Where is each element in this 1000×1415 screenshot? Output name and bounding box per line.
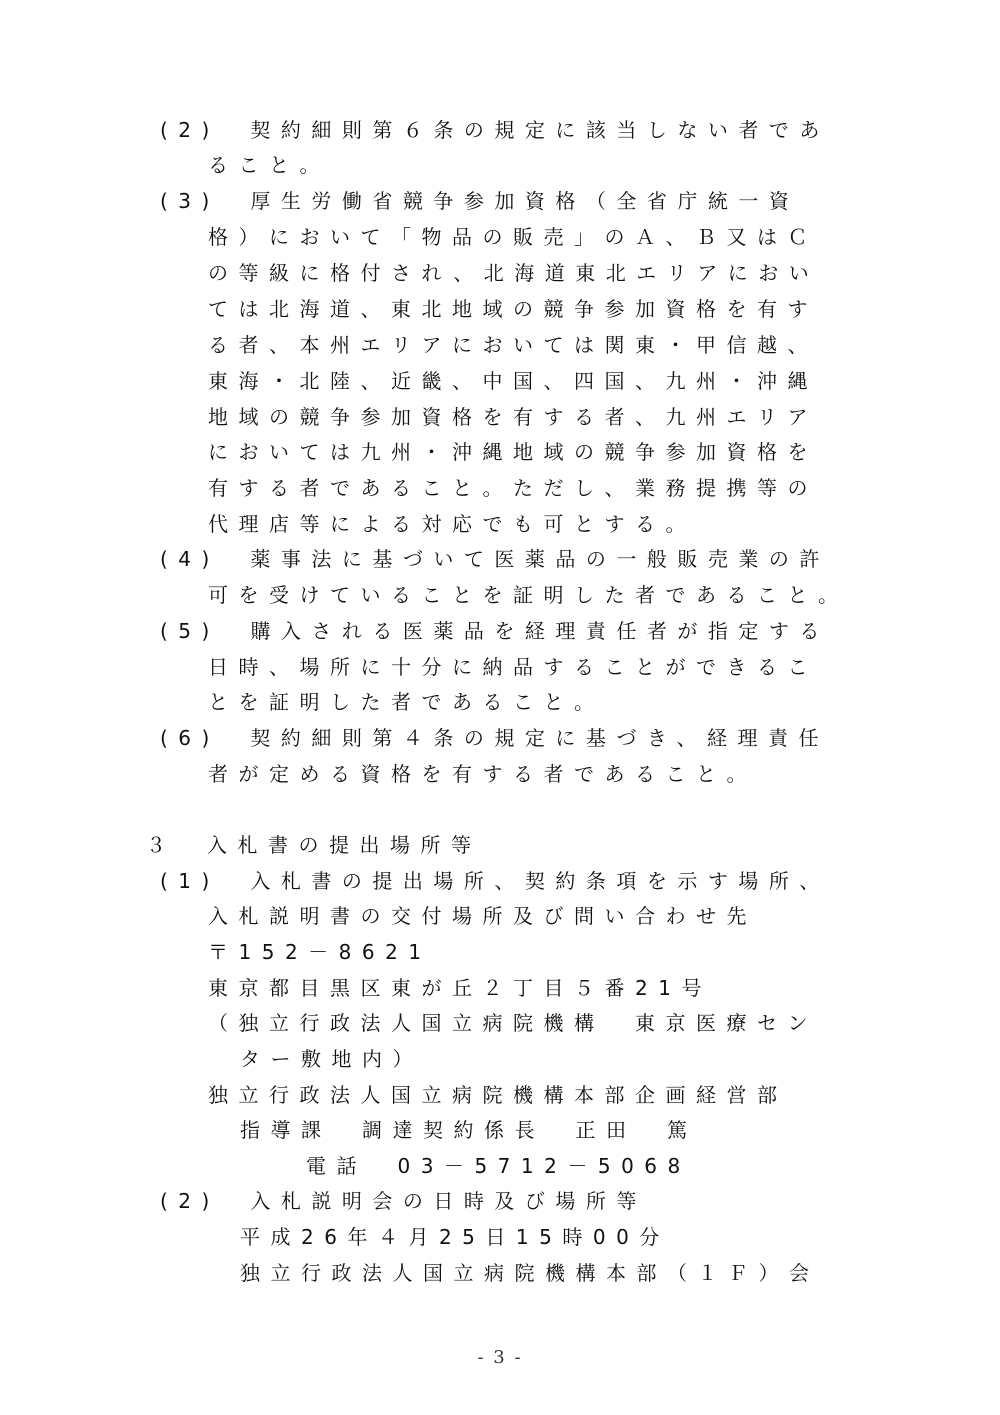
item-1-line-2: 入札説明書の交付場所及び問い合わせ先 [208, 904, 757, 928]
clause-3-line-1: (3) 厚生労働省競争参加資格（全省庁統一資 [160, 189, 800, 213]
organization: 独立行政法人国立病院機構本部企画経営部 [208, 1083, 788, 1107]
briefing-location: 独立行政法人国立病院機構本部（１Ｆ）会 [240, 1261, 820, 1285]
clause-3-line-3: の等級に格付され、北海道東北エリアにおい [208, 261, 820, 285]
page-number: - 3 - [477, 1347, 523, 1368]
clause-3-line-6: 東海・北陸、近畿、中国、四国、九州・沖縄 [208, 369, 818, 393]
phone-number: 電話 03－5712－5068 [306, 1154, 691, 1178]
clause-3-line-8: においては九州・沖縄地域の競争参加資格を [208, 440, 818, 464]
clause-3-line-10: 代理店等による対応でも可とする。 [208, 512, 696, 536]
clause-2-line-1: (2) 契約細則第６条の規定に該当しない者であ [160, 118, 830, 142]
clause-5-line-1: (5) 購入される医薬品を経理責任者が指定する [160, 619, 830, 643]
briefing-datetime: 平成26年４月25日15時00分 [240, 1225, 670, 1249]
item-2-line-1: (2) 入札説明会の日時及び場所等 [160, 1189, 647, 1213]
contact-person: 指導課 調達契約係長 正田 篤 [240, 1118, 698, 1142]
address-note-line-2: ター敷地内） [240, 1047, 423, 1071]
clause-5-line-2: 日時、場所に十分に納品することができるこ [208, 655, 818, 679]
clause-6-line-1: (6) 契約細則第４条の規定に基づき、経理責任 [160, 726, 830, 750]
item-1-line-1: (1) 入札書の提出場所、契約条項を示す場所、 [160, 869, 830, 893]
clause-6-line-2: 者が定める資格を有する者であること。 [208, 762, 757, 786]
clause-3-line-2: 格）において「物品の販売」のＡ、Ｂ又はＣ [208, 225, 818, 249]
address-note-line-1: （独立行政法人国立病院機構 東京医療セン [208, 1011, 818, 1035]
postal-code: 〒152－8621 [208, 940, 432, 964]
section-3-heading: ３ 入札書の提出場所等 [146, 833, 482, 857]
clause-2-line-2: ること。 [208, 153, 330, 177]
clause-3-line-9: 有する者であること。ただし、業務提携等の [208, 476, 818, 500]
clause-3-line-4: ては北海道、東北地域の競争参加資格を有す [208, 297, 818, 321]
clause-3-line-7: 地域の競争参加資格を有する者、九州エリア [208, 405, 818, 429]
address: 東京都目黒区東が丘２丁目５番21号 [208, 976, 712, 1000]
clause-4-line-1: (4) 薬事法に基づいて医薬品の一般販売業の許 [160, 547, 830, 571]
clause-3-line-5: る者、本州エリアにおいては関東・甲信越、 [208, 333, 818, 357]
clause-4-line-2: 可を受けていることを証明した者であること。 [208, 583, 849, 607]
clause-5-line-3: とを証明した者であること。 [208, 690, 605, 714]
